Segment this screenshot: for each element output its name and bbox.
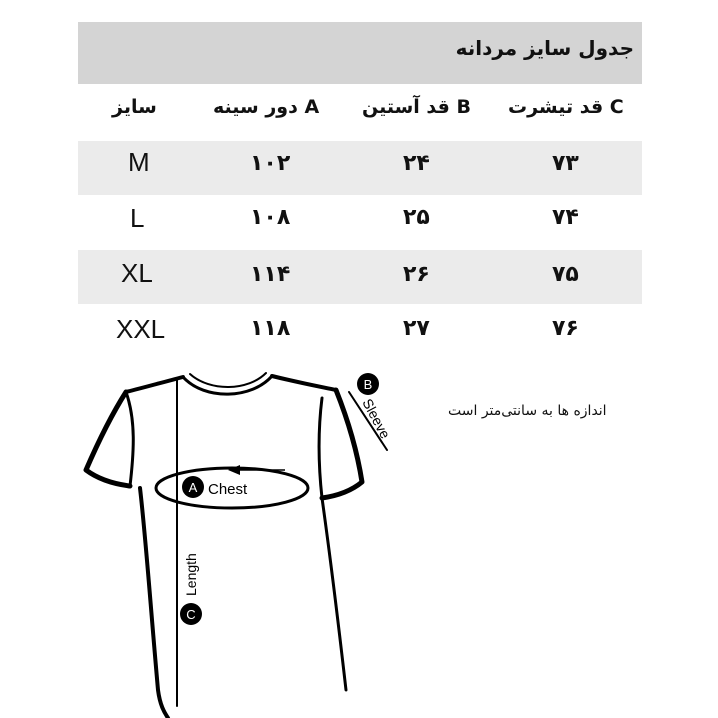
badge-b-letter: B — [363, 377, 373, 392]
badge-a-letter: A — [188, 480, 198, 495]
chest-cell: ۱۰۸ — [250, 205, 291, 230]
header-length: C قد تیشرت — [508, 96, 624, 118]
size-cell: XXL — [116, 314, 166, 344]
right-sleeve-outline — [322, 390, 362, 498]
length-cell: ۷۶ — [552, 316, 579, 341]
length-cell: ۷۵ — [552, 262, 579, 287]
length-cell: ۷۴ — [552, 205, 579, 230]
right-shoulder — [272, 376, 336, 390]
header-size: سایز — [112, 96, 157, 118]
length-label: Length — [183, 553, 199, 596]
left-side — [140, 488, 168, 718]
chart-title: جدول سایز مردانه — [455, 36, 634, 60]
badge-c-letter: C — [186, 607, 196, 622]
sleeve-cell: ۲۶ — [403, 262, 430, 287]
left-sleeve-outline — [86, 392, 130, 486]
size-cell: XL — [121, 258, 153, 288]
sleeve-cell: ۲۴ — [403, 151, 430, 176]
left-sleeve-fold — [126, 392, 133, 486]
sleeve-cell: ۲۷ — [403, 316, 430, 341]
chest-cell: ۱۰۲ — [250, 151, 291, 176]
units-note: اندازه ها به سانتی‌متر است — [448, 403, 607, 419]
collar-inner — [190, 373, 266, 387]
left-shoulder — [126, 377, 183, 392]
sleeve-cell: ۲۵ — [403, 205, 430, 230]
chest-arrow-icon — [228, 465, 240, 475]
chest-cell: ۱۱۸ — [250, 316, 291, 341]
chest-cell: ۱۱۴ — [250, 262, 291, 287]
size-cell: L — [130, 203, 145, 233]
right-side — [322, 498, 346, 690]
size-cell: M — [128, 147, 150, 177]
header-chest: A دور سینه — [213, 96, 320, 118]
sleeve-label: Sleeve — [359, 395, 394, 442]
chest-label: Chest — [208, 481, 248, 498]
header-sleeve: B قد آستین — [362, 96, 471, 118]
right-sleeve-fold — [319, 398, 322, 498]
length-cell: ۷۳ — [552, 151, 579, 176]
